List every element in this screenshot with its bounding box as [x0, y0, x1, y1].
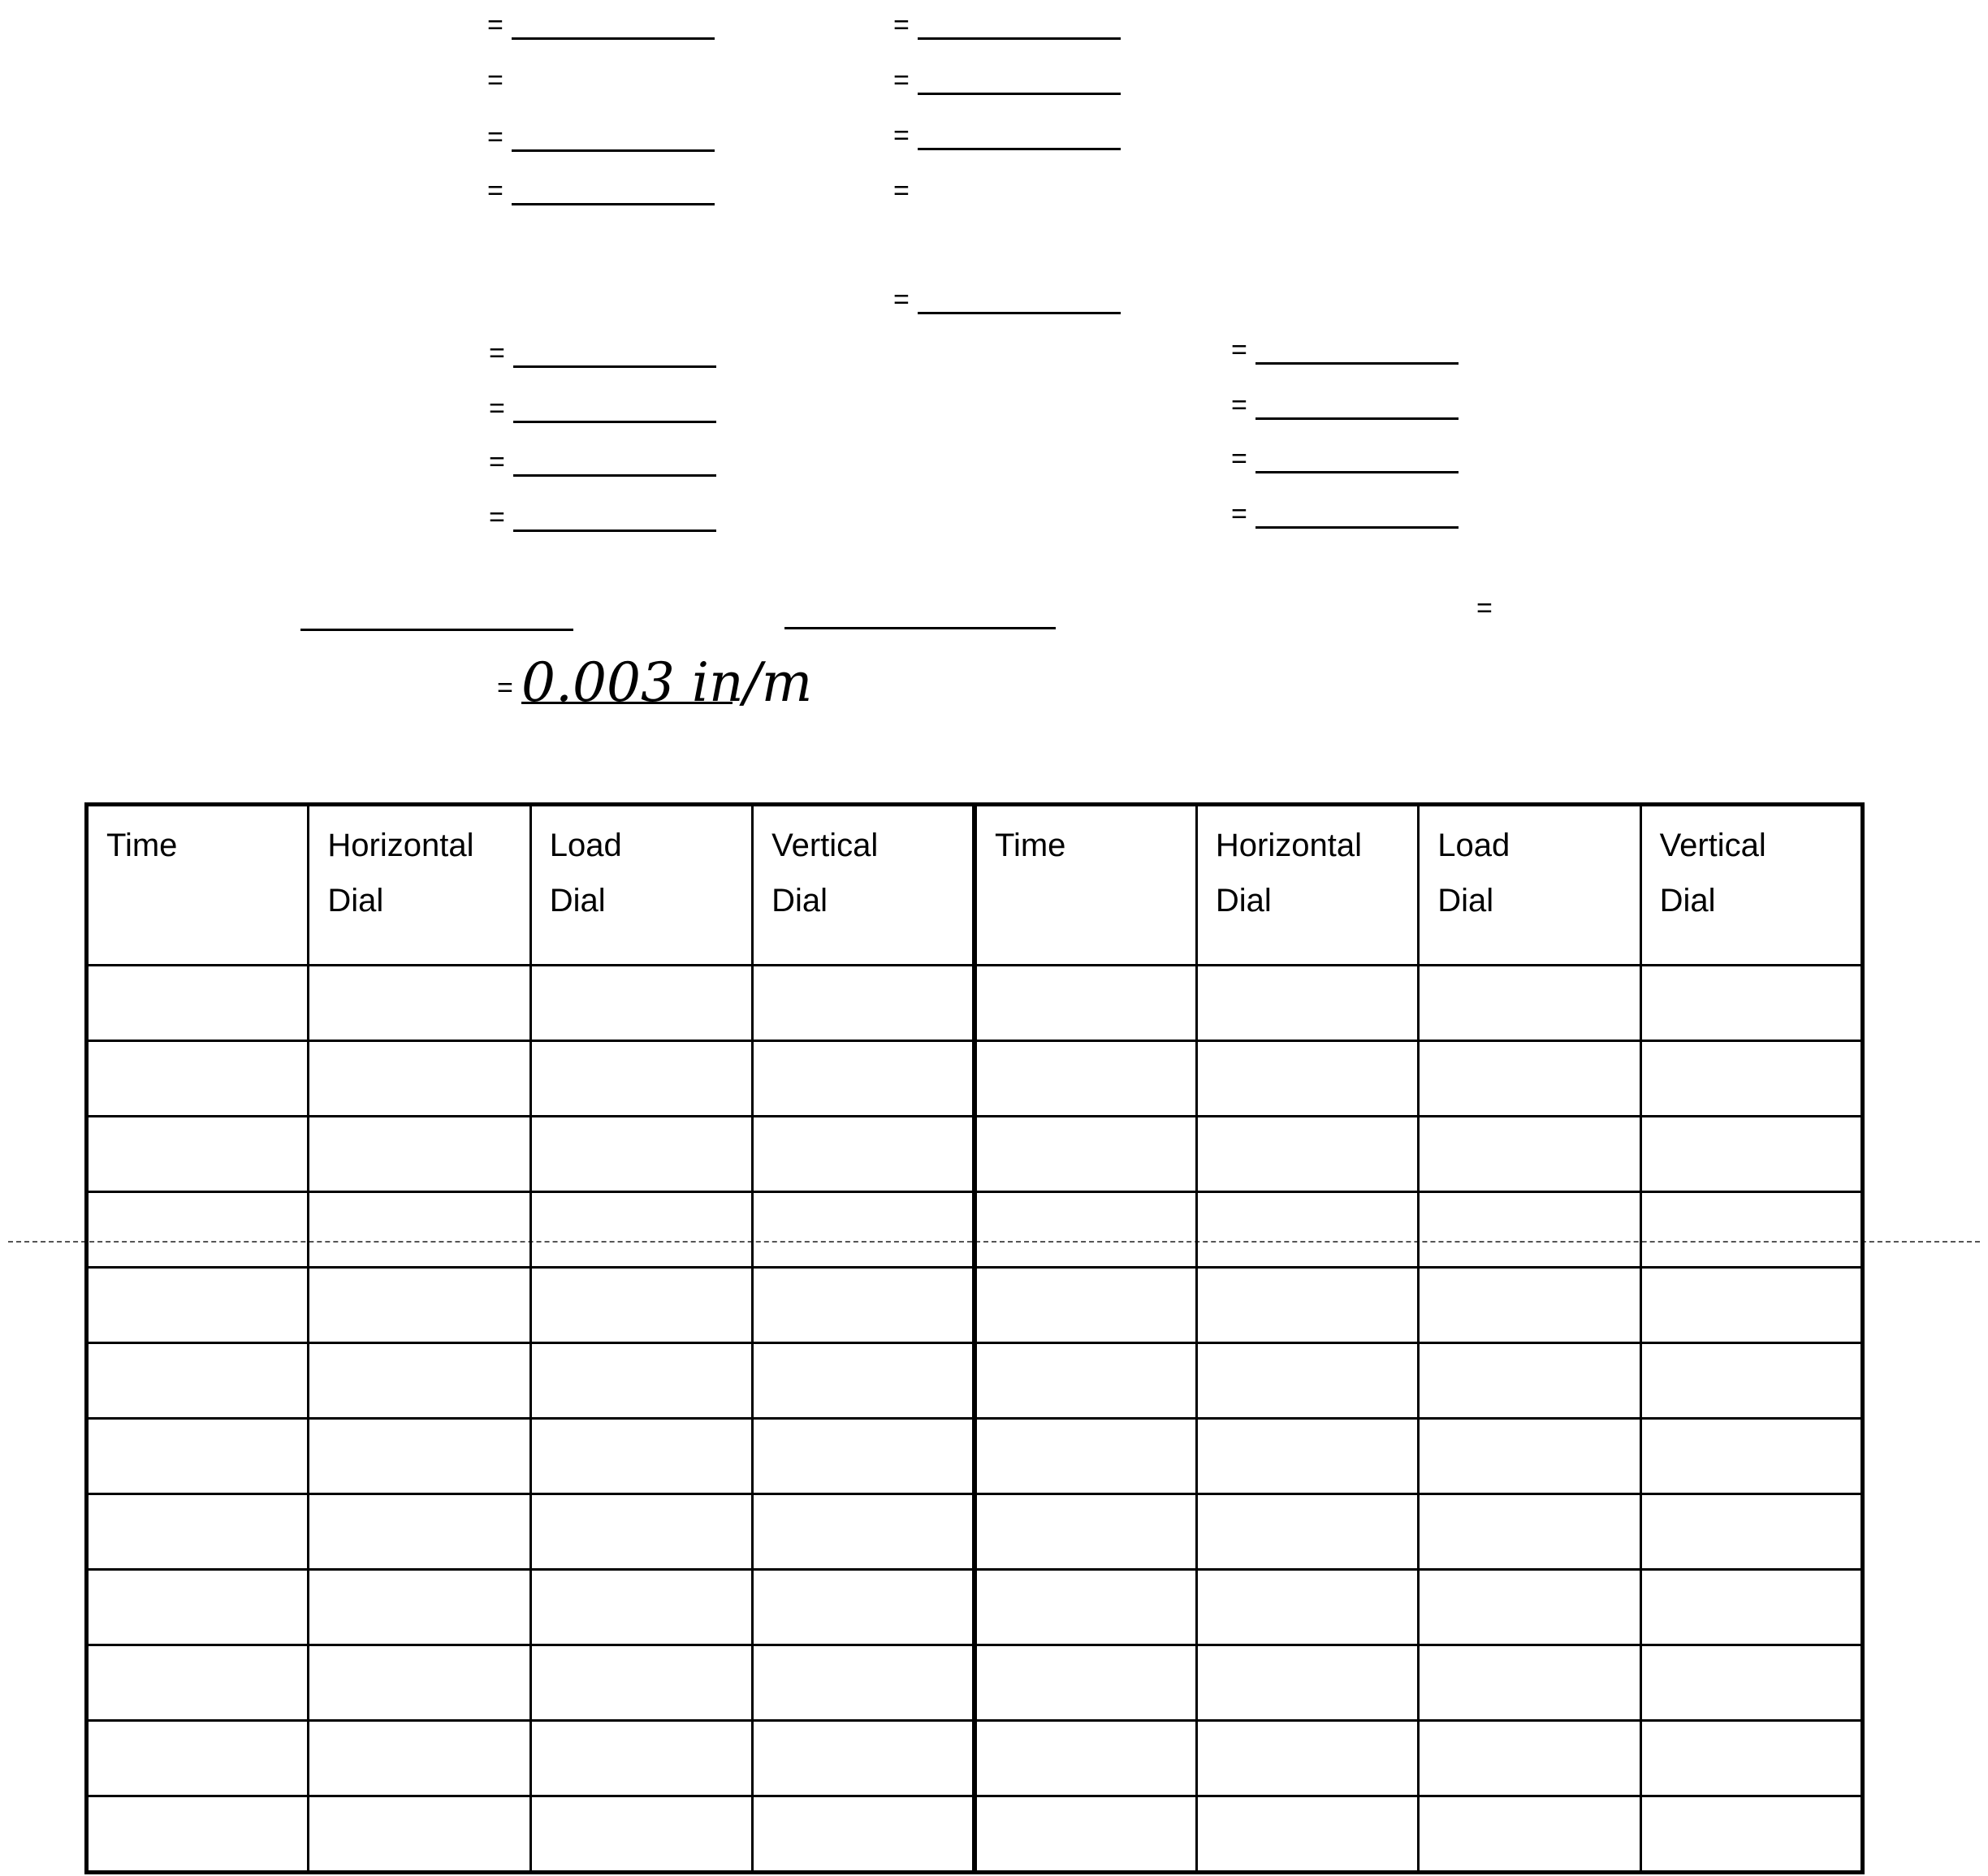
column-header-label: Time [995, 828, 1066, 863]
blank-line [918, 37, 1121, 40]
table-cell[interactable] [753, 966, 975, 1041]
blank-line [512, 37, 715, 40]
table-cell[interactable] [87, 1192, 309, 1268]
table-cell[interactable] [309, 1796, 530, 1873]
table-cell[interactable] [1640, 1192, 1862, 1268]
column-header-label: Vertical [1659, 828, 1766, 863]
table-cell[interactable] [975, 1419, 1196, 1494]
table-cell[interactable] [975, 1117, 1196, 1192]
table-cell[interactable] [753, 1343, 975, 1419]
blank-line [1255, 526, 1459, 529]
equals-sign: = [489, 502, 505, 533]
table-cell[interactable] [309, 1343, 530, 1419]
blank-line [918, 148, 1121, 150]
table-cell[interactable] [87, 1570, 309, 1645]
blank-line[interactable] [300, 629, 573, 631]
column-header-label: Dial [1215, 883, 1272, 919]
handwritten-field[interactable] [497, 651, 1065, 739]
table-cell[interactable] [975, 1721, 1196, 1796]
equals-sign: = [497, 672, 513, 703]
table-cell[interactable] [309, 1192, 530, 1268]
table-cell[interactable] [1196, 1268, 1418, 1343]
table-cell[interactable] [309, 966, 530, 1041]
table-cell[interactable] [975, 1268, 1196, 1343]
table-cell[interactable] [1419, 1570, 1640, 1645]
table-cell[interactable] [1419, 1192, 1640, 1268]
blank-line [1255, 417, 1459, 420]
table-cell[interactable] [530, 1645, 752, 1721]
blank-line [1255, 362, 1459, 365]
table-cell[interactable] [1196, 1645, 1418, 1721]
equals-sign: = [487, 122, 503, 153]
table-row [87, 1041, 1863, 1117]
column-header-label: Load [549, 828, 622, 863]
table-cell[interactable] [1196, 1721, 1418, 1796]
blank-line [1255, 471, 1459, 473]
table-cell[interactable] [87, 1419, 309, 1494]
table-cell[interactable] [753, 1419, 975, 1494]
equals-sign: = [893, 284, 910, 315]
table-cell[interactable] [1640, 1570, 1862, 1645]
table-cell[interactable] [1640, 1494, 1862, 1570]
table-cell[interactable] [753, 1570, 975, 1645]
table-cell[interactable] [530, 1343, 752, 1419]
table-cell[interactable] [975, 1041, 1196, 1117]
table-cell[interactable] [1640, 1041, 1862, 1117]
table-row [87, 1419, 1863, 1494]
dial-reading-table [84, 802, 1865, 1874]
table-cell[interactable] [530, 1192, 752, 1268]
column-header [530, 805, 752, 966]
table-cell[interactable] [87, 1041, 309, 1117]
column-header [87, 805, 309, 966]
blank-line [513, 474, 716, 477]
table-cell[interactable] [309, 1117, 530, 1192]
table-cell[interactable] [1640, 1721, 1862, 1796]
column-header-label: Time [106, 828, 178, 863]
table-cell[interactable] [87, 1721, 309, 1796]
column-header-label: Dial [1659, 883, 1716, 919]
equals-sign: = [1231, 335, 1247, 365]
table-cell[interactable] [87, 1343, 309, 1419]
table-cell[interactable] [1196, 1192, 1418, 1268]
column-header-label: Horizontal [1215, 828, 1362, 863]
table-cell[interactable] [87, 1494, 309, 1570]
table-row [87, 1192, 1863, 1268]
equals-sign: = [487, 175, 503, 206]
equals-sign: = [1231, 443, 1247, 474]
column-header [753, 805, 975, 966]
blank-line [512, 149, 715, 152]
table-cell[interactable] [753, 1645, 975, 1721]
table-cell[interactable] [1419, 1117, 1640, 1192]
table-body [87, 966, 1863, 1873]
table-cell[interactable] [309, 1570, 530, 1645]
table-cell[interactable] [87, 1268, 309, 1343]
table-cell[interactable] [530, 1494, 752, 1570]
table-cell[interactable] [975, 1192, 1196, 1268]
column-header-label: Dial [771, 883, 828, 919]
column-header-label: Dial [1437, 883, 1494, 919]
table-cell[interactable] [87, 1796, 309, 1873]
table-cell[interactable] [753, 1192, 975, 1268]
table-cell[interactable] [753, 1796, 975, 1873]
table-cell[interactable] [975, 1796, 1196, 1873]
column-header-label: Horizontal [327, 828, 474, 863]
table-cell[interactable] [1419, 1645, 1640, 1721]
table-cell[interactable] [530, 1117, 752, 1192]
table-row [87, 1117, 1863, 1192]
table-cell[interactable] [1419, 1721, 1640, 1796]
table-cell[interactable] [309, 1041, 530, 1117]
table-cell[interactable] [1419, 966, 1640, 1041]
equals-sign: = [489, 393, 505, 424]
table-header-row [87, 805, 1863, 966]
table-cell[interactable] [1419, 1041, 1640, 1117]
table-cell[interactable] [1640, 1268, 1862, 1343]
table-cell[interactable] [530, 1570, 752, 1645]
blank-line [513, 365, 716, 368]
table-cell[interactable] [530, 1041, 752, 1117]
table-cell[interactable] [309, 1419, 530, 1494]
blank-line [521, 702, 733, 704]
table-cell[interactable] [87, 966, 309, 1041]
blank-line[interactable] [784, 627, 1056, 629]
column-header-label: Dial [327, 883, 384, 919]
blank-line [512, 203, 715, 205]
table-cell[interactable] [309, 1721, 530, 1796]
table-row [87, 1570, 1863, 1645]
column-header [1419, 805, 1640, 966]
blank-line [918, 312, 1121, 314]
blank-line [918, 93, 1121, 95]
equals-sign: = [1476, 593, 1493, 624]
table-cell[interactable] [975, 1645, 1196, 1721]
table-cell[interactable] [1196, 1343, 1418, 1419]
table-row [87, 1796, 1863, 1873]
table-cell[interactable] [309, 1494, 530, 1570]
table-cell[interactable] [530, 1268, 752, 1343]
column-header [1196, 805, 1418, 966]
table-cell[interactable] [975, 1570, 1196, 1645]
column-header [309, 805, 530, 966]
table-cell[interactable] [530, 1721, 752, 1796]
table-cell[interactable] [1640, 1796, 1862, 1873]
table-cell[interactable] [1196, 1419, 1418, 1494]
table-row [87, 1721, 1863, 1796]
equals-sign: = [489, 338, 505, 369]
blank-line [513, 530, 716, 532]
equals-sign: = [893, 65, 910, 96]
table-cell[interactable] [753, 1268, 975, 1343]
table-cell[interactable] [1196, 1570, 1418, 1645]
table-row [87, 1343, 1863, 1419]
table-cell[interactable] [1196, 1796, 1418, 1873]
equals-sign: = [1231, 499, 1247, 530]
table-cell[interactable] [87, 1117, 309, 1192]
table-cell[interactable] [1640, 1419, 1862, 1494]
table-cell[interactable] [975, 966, 1196, 1041]
column-header-label: Load [1437, 828, 1510, 863]
table-cell[interactable] [1419, 1419, 1640, 1494]
table-cell[interactable] [530, 966, 752, 1041]
table-row [87, 1645, 1863, 1721]
table-cell[interactable] [753, 1721, 975, 1796]
table-cell[interactable] [975, 1494, 1196, 1570]
equals-sign: = [893, 10, 910, 41]
column-header-label: Dial [549, 883, 606, 919]
table-cell[interactable] [309, 1645, 530, 1721]
table-row [87, 1494, 1863, 1570]
table-cell[interactable] [1419, 1268, 1640, 1343]
equals-sign: = [1231, 390, 1247, 421]
table-cell[interactable] [975, 1343, 1196, 1419]
table-row [87, 966, 1863, 1041]
equals-sign: = [893, 175, 910, 206]
column-header-label: Vertical [771, 828, 879, 863]
equals-sign: = [893, 120, 910, 151]
column-header [1640, 805, 1862, 966]
table-cell[interactable] [309, 1268, 530, 1343]
table-cell[interactable] [1419, 1796, 1640, 1873]
equals-sign: = [487, 10, 503, 41]
table-cell[interactable] [1640, 1343, 1862, 1419]
handwritten-value: 0.003 in/m [521, 651, 813, 714]
table-cell[interactable] [87, 1645, 309, 1721]
table-cell[interactable] [753, 1494, 975, 1570]
column-header [975, 805, 1196, 966]
equals-sign: = [487, 65, 503, 96]
table-row [87, 1268, 1863, 1343]
table-cell[interactable] [1419, 1343, 1640, 1419]
table-cell[interactable] [1196, 966, 1418, 1041]
table-cell[interactable] [1196, 1494, 1418, 1570]
table-cell[interactable] [753, 1041, 975, 1117]
table-cell[interactable] [530, 1419, 752, 1494]
table-cell[interactable] [1640, 1645, 1862, 1721]
table-cell[interactable] [753, 1117, 975, 1192]
table-cell[interactable] [530, 1796, 752, 1873]
table-cell[interactable] [1196, 1117, 1418, 1192]
equals-sign: = [489, 447, 505, 478]
blank-line [513, 421, 716, 423]
table-cell[interactable] [1640, 1117, 1862, 1192]
table-cell[interactable] [1196, 1041, 1418, 1117]
table-cell[interactable] [1640, 966, 1862, 1041]
table-cell[interactable] [1419, 1494, 1640, 1570]
